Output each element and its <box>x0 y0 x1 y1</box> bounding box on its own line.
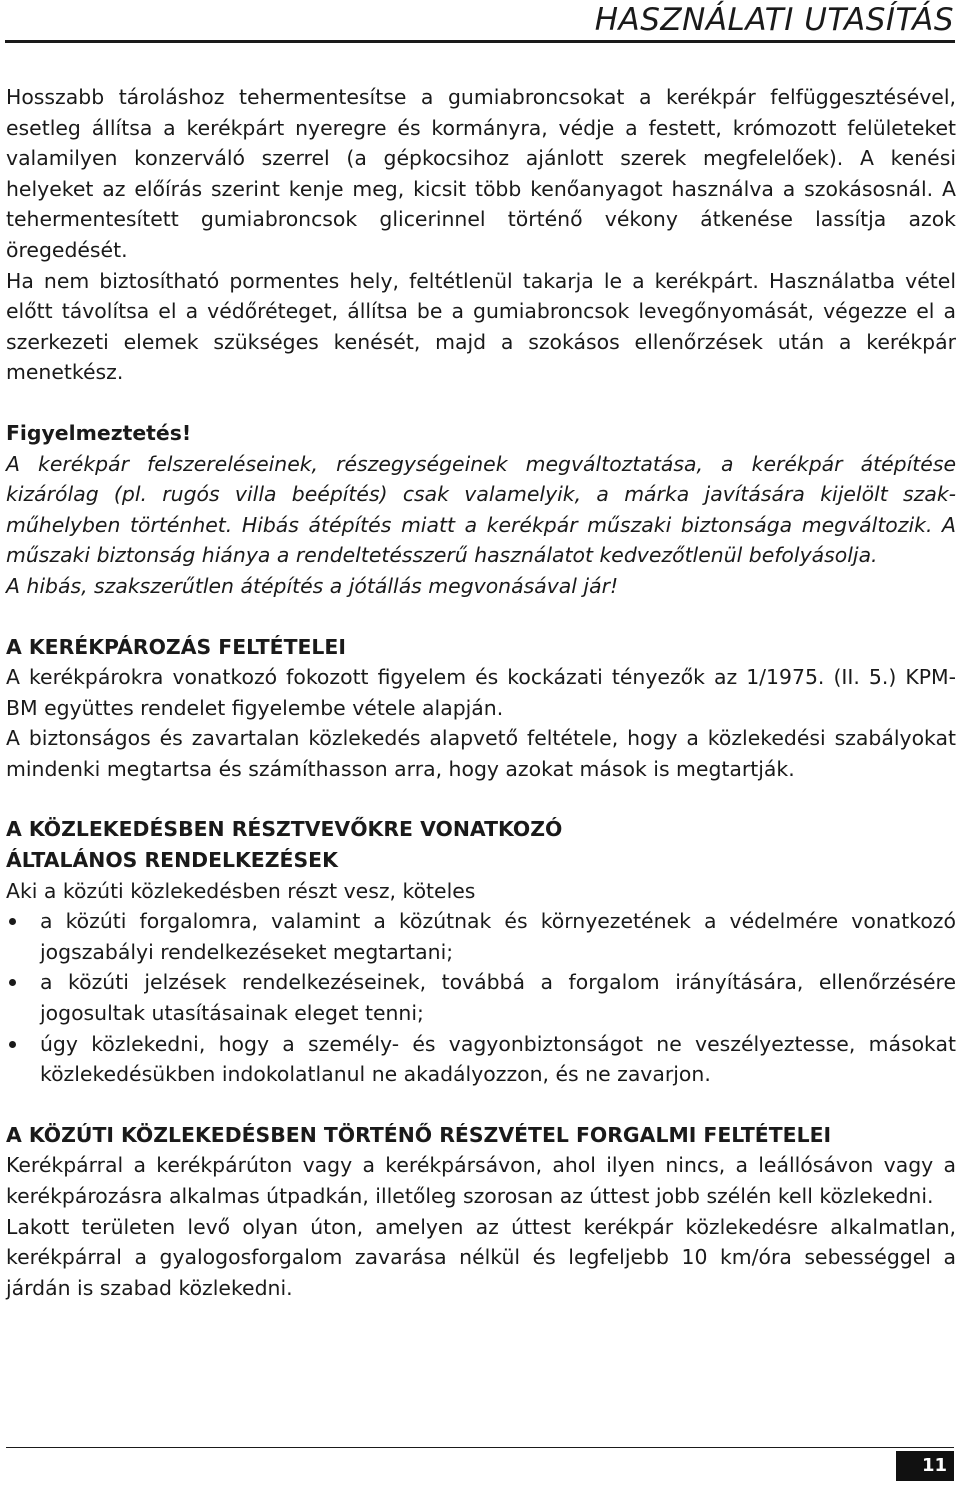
traffic-heading: A KÖZÚTI KÖZLEKEDÉSBEN TÖRTÉNŐ RÉSZVÉTEL FORGALMI FELTÉTELEI <box>6 1122 832 1147</box>
header-divider <box>5 40 955 43</box>
storage-paragraph-2: Ha nem biztosítható pormentes hely, feltétlenül takarja le a kerékpárt. Használatba vétel előtt távolítsa el a védőréteget, állítsa be a gumiabroncsok levegőnyomását, végezze el a szerkezeti elemek szükséges kenését, majd a szokásos ellenőrzések után a kerékpár menetkész. <box>6 268 956 385</box>
list-item: a közúti forgalomra, valamint a közútnak és környezetének a védelmére vonatkozó jogszabályi rendelkezéseket megtartani; <box>6 906 956 967</box>
list-item: úgy közlekedni, hogy a személy- és vagyonbiztonságot ne veszélyeztesse, másokat közlekedésükben indokolatlanul ne akadályozzon, és ne zavarjon. <box>6 1029 956 1090</box>
warning-paragraph-2: A hibás, szakszerűtlen átépítés a jótállás megvonásával jár! <box>6 573 619 598</box>
page-number: 11 <box>896 1451 954 1481</box>
warning-title: Figyelmeztetés! <box>6 420 192 445</box>
list-item: a közúti jelzések rendelkezéseinek, továbbá a forgalom irányítására, ellenőrzésére jogosultak utasításainak eleget tenni; <box>6 967 956 1028</box>
traffic-paragraph-1: Kerékpárral a kerékpárúton vagy a kerékpársávon, ahol ilyen nincs, a leállósávon vagy a kerékpározásra alkalmas útpadkán, illetőleg szorosan az úttest jobb szélén kell közlekedni. <box>6 1153 956 1208</box>
footer-divider <box>6 1447 954 1448</box>
traffic-paragraph-2: Lakott területen levő olyan úton, amelyen az úttest kerékpár közlekedésre alkalmatlan, kerékpárral a gyalogosforgalom zavarása nélkül és legfeljebb 10 km/óra sebességgel a járdán is szabad közlekedni. <box>6 1214 956 1300</box>
general-heading <box>6 814 956 875</box>
storage-paragraph-1: Hosszabb tároláshoz tehermentesítse a gumiabroncsokat a kerékpár felfüggesztésével, esetleg állítsa a kerékpárt nyeregre és kormányra, védje a festett, krómozott felületeket valamilyen konzerváló szerrel (a gépkocsihoz ajánlott szerek megfelelőek). A kenési helyeket az előírás szerint kenje meg, kicsit több kenőanyagot használva a szokásosnál. A tehermentesített gumiabroncsok glicerinnel történő vékony átkenése lassítja azok öregedését. <box>6 85 956 262</box>
general-intro: Aki a közúti közlekedésben részt vesz, köteles <box>6 878 476 903</box>
page-header-title: HASZNÁLATI UTASÍTÁS <box>594 2 954 38</box>
conditions-paragraph-1: A kerékpárokra vonatkozó fokozott figyelem és kockázati tényezők az 1/1975. (II. 5.) KPM-BM együttes rendelet figyelembe vétele alapján. <box>6 665 956 720</box>
general-heading-line-2: ÁLTALÁNOS RENDELKEZÉSEK <box>6 848 338 873</box>
conditions-heading: A KERÉKPÁROZÁS FELTÉTELEI <box>6 634 346 659</box>
obligations-list <box>6 906 956 1090</box>
warning-paragraph-1: A kerékpár felszereléseinek, részegységeinek megváltoztatása, a kerékpár átépítése kizárólag (pl. rugós villa beépítés) csak valamelyik, a márka javítására kijelölt szakműhelyben történhet. Hibás átépítés miatt a kerékpár műszaki biztonsága megváltozik. A műszaki biztonság hiánya a rendeltetésszerű használatot kedvezőtlenül befolyásolja. <box>6 451 956 568</box>
conditions-paragraph-2: A biztonságos és zavartalan közlekedés alapvető feltétele, hogy a közlekedési szabályokat mindenki megtartsa és számíthasson arra, hogy azokat mások is megtartják. <box>6 726 956 781</box>
page-body <box>6 82 956 1303</box>
general-heading-line-1: A KÖZLEKEDÉSBEN RÉSZTVEVŐKRE VONATKOZÓ <box>6 817 563 842</box>
